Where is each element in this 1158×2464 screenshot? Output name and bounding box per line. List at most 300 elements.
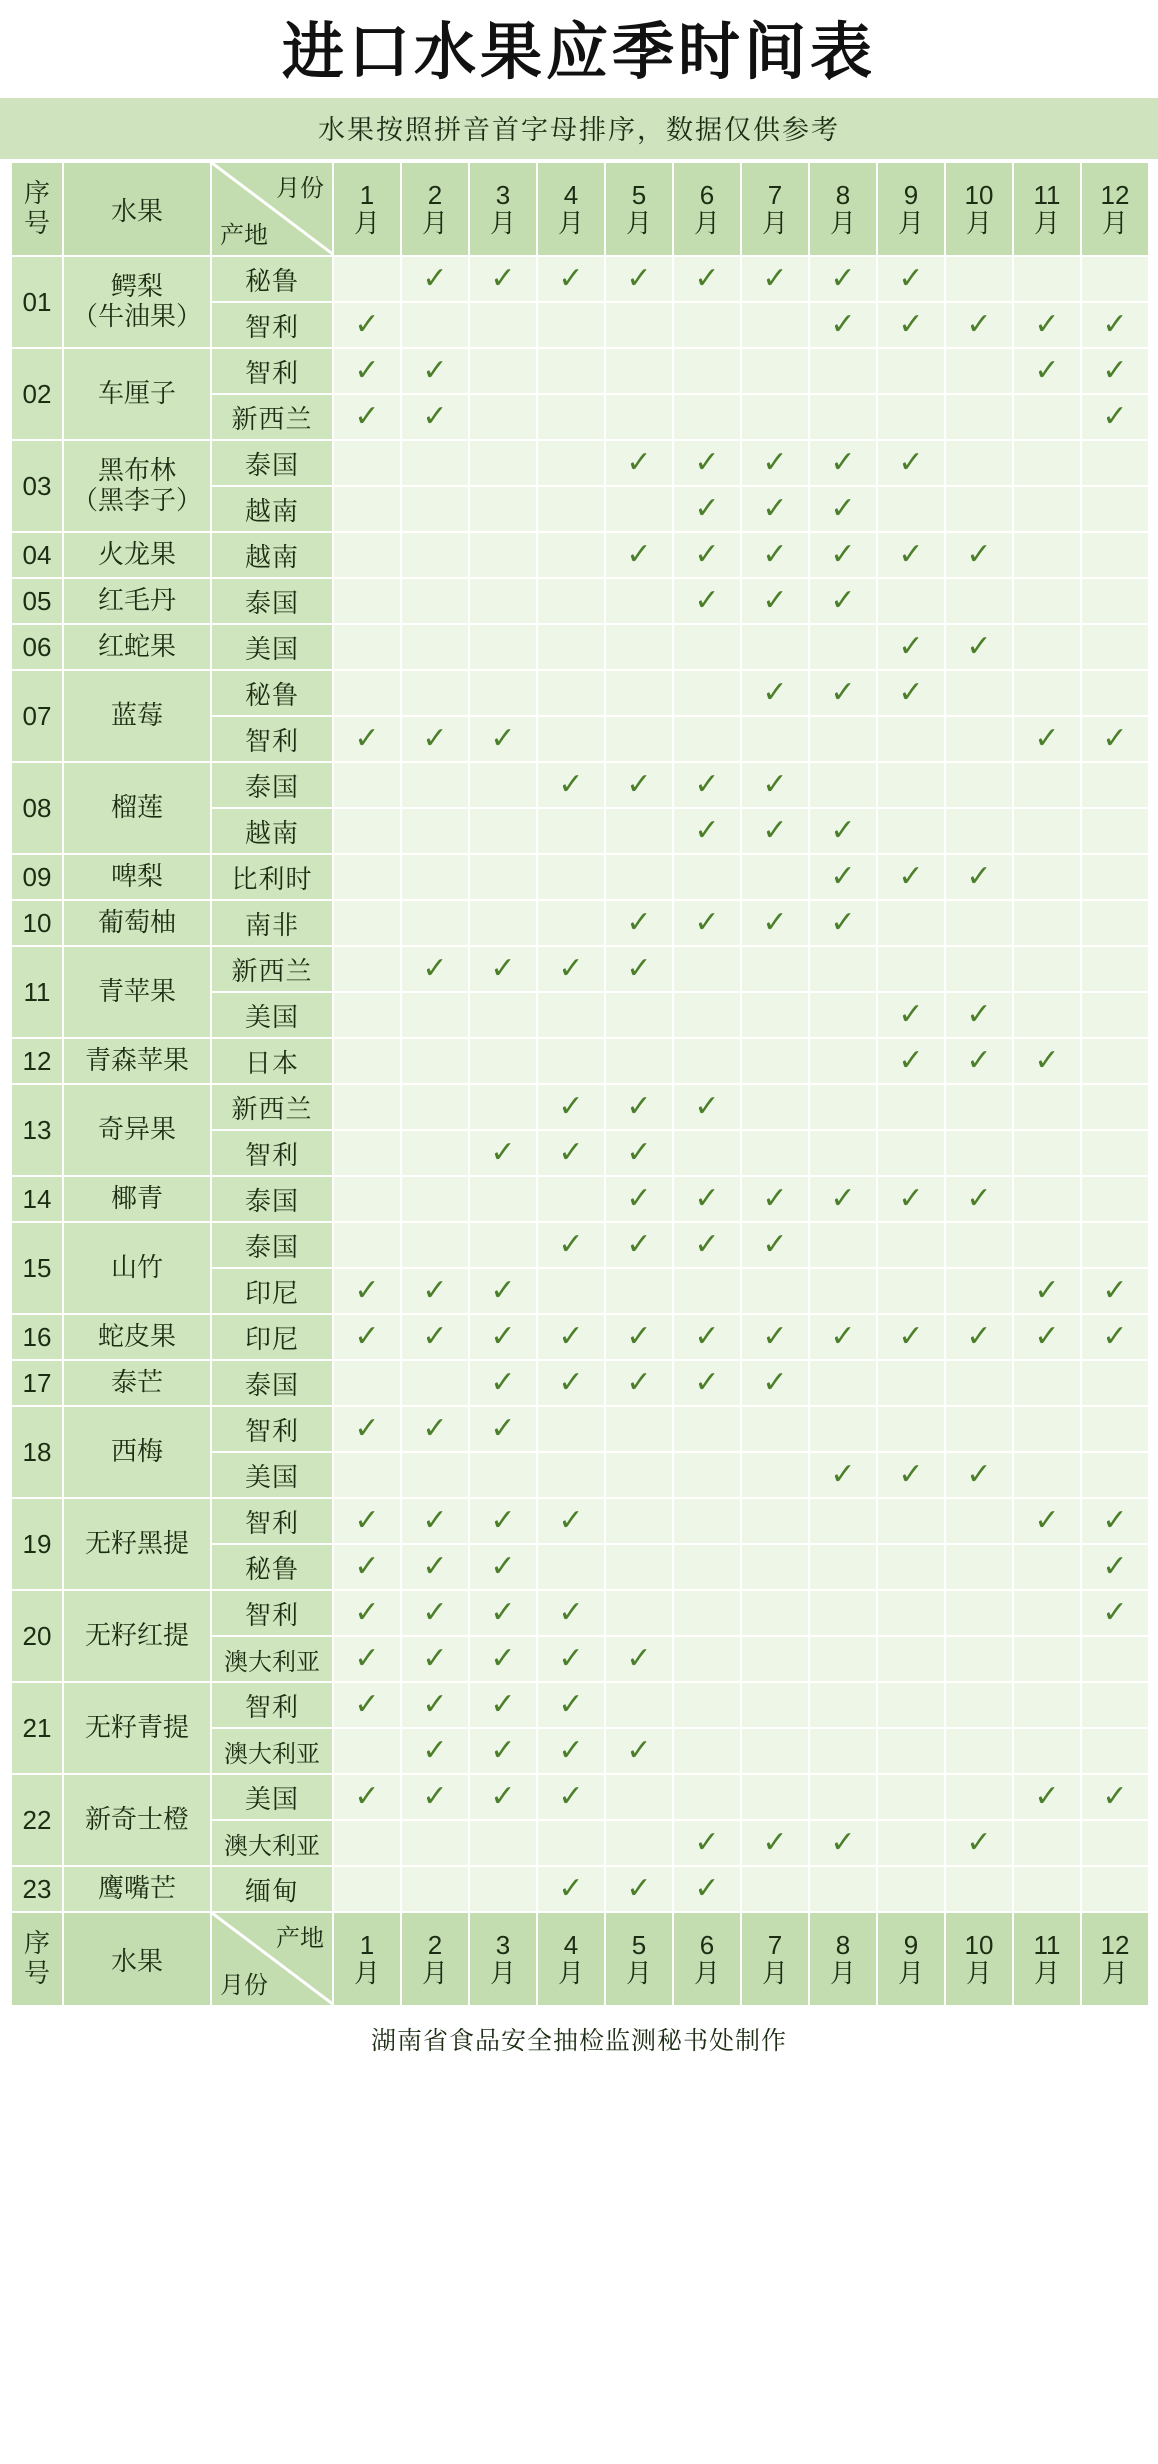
season-check-cell bbox=[1081, 1268, 1149, 1314]
season-empty-cell bbox=[1013, 808, 1081, 854]
season-empty-cell bbox=[877, 1774, 945, 1820]
season-check-cell bbox=[741, 1176, 809, 1222]
page-title: 进口水果应季时间表 bbox=[281, 15, 876, 88]
season-empty-cell bbox=[1081, 992, 1149, 1038]
season-empty-cell bbox=[809, 1038, 877, 1084]
season-check-cell bbox=[741, 762, 809, 808]
season-empty-cell bbox=[945, 256, 1013, 302]
season-empty-cell bbox=[1013, 1866, 1081, 1912]
season-empty-cell bbox=[537, 716, 605, 762]
fruit-name bbox=[63, 1176, 211, 1222]
season-empty-cell bbox=[673, 1636, 741, 1682]
season-empty-cell bbox=[945, 1222, 1013, 1268]
season-empty-cell bbox=[1081, 1038, 1149, 1084]
fruit-name bbox=[63, 532, 211, 578]
season-check-cell bbox=[537, 946, 605, 992]
season-empty-cell bbox=[605, 1268, 673, 1314]
season-empty-cell bbox=[469, 854, 537, 900]
season-empty-cell bbox=[809, 1130, 877, 1176]
origin-country: 缅甸 bbox=[211, 1866, 333, 1912]
season-check-cell bbox=[537, 1360, 605, 1406]
fruit-season-table bbox=[10, 161, 1150, 2007]
season-check-cell bbox=[877, 854, 945, 900]
season-empty-cell bbox=[1013, 1222, 1081, 1268]
season-empty-cell bbox=[1013, 1360, 1081, 1406]
season-empty-cell bbox=[333, 670, 401, 716]
row-index: 06 bbox=[11, 624, 63, 670]
season-empty-cell bbox=[1013, 1820, 1081, 1866]
season-empty-cell bbox=[741, 624, 809, 670]
season-check-cell bbox=[877, 624, 945, 670]
season-check-cell bbox=[877, 302, 945, 348]
season-check-cell bbox=[401, 1544, 469, 1590]
footer-month-6 bbox=[673, 1912, 741, 2006]
season-empty-cell bbox=[945, 1774, 1013, 1820]
season-empty-cell bbox=[945, 946, 1013, 992]
season-check-cell bbox=[401, 1682, 469, 1728]
season-empty-cell bbox=[809, 946, 877, 992]
footer-month-8 bbox=[809, 1912, 877, 2006]
season-empty-cell bbox=[945, 1084, 1013, 1130]
season-check-cell bbox=[877, 992, 945, 1038]
season-check-cell bbox=[673, 1360, 741, 1406]
month-number: 10 bbox=[964, 179, 994, 210]
season-check-cell bbox=[945, 1176, 1013, 1222]
fruit-name bbox=[63, 946, 211, 1038]
season-check-cell bbox=[537, 1222, 605, 1268]
season-empty-cell bbox=[605, 302, 673, 348]
season-empty-cell bbox=[333, 808, 401, 854]
table-row bbox=[11, 1222, 1149, 1268]
season-empty-cell bbox=[741, 1452, 809, 1498]
fruit-name bbox=[63, 1590, 211, 1682]
season-check-cell bbox=[741, 1314, 809, 1360]
month-number: 5 bbox=[631, 179, 647, 210]
season-empty-cell bbox=[877, 394, 945, 440]
season-check-cell bbox=[333, 1774, 401, 1820]
season-empty-cell bbox=[469, 624, 537, 670]
season-check-cell bbox=[537, 1866, 605, 1912]
month-number: 10 bbox=[964, 1929, 994, 1960]
season-empty-cell bbox=[673, 992, 741, 1038]
season-empty-cell bbox=[605, 578, 673, 624]
season-empty-cell bbox=[401, 532, 469, 578]
season-empty-cell bbox=[605, 808, 673, 854]
month-unit: 月 bbox=[693, 1958, 720, 1989]
season-check-cell bbox=[333, 348, 401, 394]
season-check-cell bbox=[741, 1820, 809, 1866]
header-origin-month-split bbox=[211, 162, 333, 256]
season-check-cell bbox=[809, 532, 877, 578]
season-empty-cell bbox=[1081, 1406, 1149, 1452]
season-empty-cell bbox=[401, 1452, 469, 1498]
season-empty-cell bbox=[673, 670, 741, 716]
origin-country: 澳大利亚 bbox=[211, 1728, 333, 1774]
table-row bbox=[11, 624, 1149, 670]
season-check-cell bbox=[605, 1728, 673, 1774]
month-number: 3 bbox=[495, 1929, 511, 1960]
header-month-7 bbox=[741, 162, 809, 256]
fruit-name bbox=[63, 854, 211, 900]
season-empty-cell bbox=[1081, 1360, 1149, 1406]
season-check-cell bbox=[741, 578, 809, 624]
season-empty-cell bbox=[469, 670, 537, 716]
season-empty-cell bbox=[1081, 1130, 1149, 1176]
season-empty-cell bbox=[537, 808, 605, 854]
season-check-cell bbox=[537, 1084, 605, 1130]
season-empty-cell bbox=[741, 992, 809, 1038]
table-row bbox=[11, 348, 1149, 394]
season-check-cell bbox=[1081, 394, 1149, 440]
season-empty-cell bbox=[401, 1820, 469, 1866]
season-check-cell bbox=[809, 1452, 877, 1498]
season-empty-cell bbox=[741, 1406, 809, 1452]
origin-country: 智利 bbox=[211, 348, 333, 394]
season-empty-cell bbox=[1013, 900, 1081, 946]
season-check-cell bbox=[945, 624, 1013, 670]
table-row bbox=[11, 762, 1149, 808]
fruit-name bbox=[63, 1406, 211, 1498]
season-empty-cell bbox=[741, 1544, 809, 1590]
season-empty-cell bbox=[877, 1682, 945, 1728]
season-empty-cell bbox=[605, 1682, 673, 1728]
fruit-name bbox=[63, 1222, 211, 1314]
season-empty-cell bbox=[945, 486, 1013, 532]
season-empty-cell bbox=[945, 1360, 1013, 1406]
footer-month-7 bbox=[741, 1912, 809, 2006]
season-empty-cell bbox=[809, 1774, 877, 1820]
season-empty-cell bbox=[1081, 762, 1149, 808]
season-empty-cell bbox=[741, 394, 809, 440]
season-empty-cell bbox=[673, 1038, 741, 1084]
season-check-cell bbox=[945, 1452, 1013, 1498]
origin-country: 智利 bbox=[211, 302, 333, 348]
season-check-cell bbox=[673, 532, 741, 578]
season-check-cell bbox=[333, 1682, 401, 1728]
season-empty-cell bbox=[1081, 1222, 1149, 1268]
month-number: 3 bbox=[495, 179, 511, 210]
season-empty-cell bbox=[469, 900, 537, 946]
season-empty-cell bbox=[1081, 1084, 1149, 1130]
season-check-cell bbox=[537, 1774, 605, 1820]
fruit-name bbox=[63, 762, 211, 854]
season-check-cell bbox=[469, 1544, 537, 1590]
footer-month-label: 月份 bbox=[220, 1972, 268, 2000]
fruit-name-main: 蛇皮果 bbox=[97, 1321, 176, 1352]
season-empty-cell bbox=[469, 302, 537, 348]
season-empty-cell bbox=[945, 1268, 1013, 1314]
month-unit: 月 bbox=[693, 208, 720, 239]
season-check-cell bbox=[809, 302, 877, 348]
season-empty-cell bbox=[741, 1130, 809, 1176]
season-check-cell bbox=[673, 1084, 741, 1130]
season-check-cell bbox=[673, 1314, 741, 1360]
season-check-cell bbox=[945, 302, 1013, 348]
season-check-cell bbox=[469, 256, 537, 302]
season-check-cell bbox=[809, 670, 877, 716]
fruit-name-main: 鹰嘴芒 bbox=[97, 1873, 176, 1904]
month-number: 8 bbox=[835, 1929, 851, 1960]
month-unit: 月 bbox=[353, 1958, 380, 1989]
season-check-cell bbox=[877, 440, 945, 486]
season-check-cell bbox=[605, 1084, 673, 1130]
season-empty-cell bbox=[537, 440, 605, 486]
season-check-cell bbox=[1081, 716, 1149, 762]
season-empty-cell bbox=[537, 302, 605, 348]
season-check-cell bbox=[401, 256, 469, 302]
table-row bbox=[11, 578, 1149, 624]
season-check-cell bbox=[673, 1866, 741, 1912]
origin-country: 日本 bbox=[211, 1038, 333, 1084]
season-check-cell bbox=[1081, 1774, 1149, 1820]
origin-country: 美国 bbox=[211, 1774, 333, 1820]
season-empty-cell bbox=[605, 1498, 673, 1544]
season-empty-cell bbox=[537, 1406, 605, 1452]
season-empty-cell bbox=[673, 302, 741, 348]
season-empty-cell bbox=[877, 1590, 945, 1636]
footer-note: 湖南省食品安全抽检监测秘书处制作 bbox=[370, 2027, 787, 2056]
origin-country: 智利 bbox=[211, 1682, 333, 1728]
season-empty-cell bbox=[1013, 578, 1081, 624]
season-empty-cell bbox=[877, 486, 945, 532]
footer-month-12 bbox=[1081, 1912, 1149, 2006]
footer-fruit: 水果 bbox=[63, 1912, 211, 2006]
season-empty-cell bbox=[1081, 1636, 1149, 1682]
season-empty-cell bbox=[401, 992, 469, 1038]
header-month-10 bbox=[945, 162, 1013, 256]
fruit-name-main: 葡萄柚 bbox=[97, 907, 176, 938]
season-check-cell bbox=[469, 1682, 537, 1728]
season-empty-cell bbox=[741, 854, 809, 900]
season-check-cell bbox=[809, 1176, 877, 1222]
table-row bbox=[11, 1176, 1149, 1222]
origin-country: 澳大利亚 bbox=[211, 1820, 333, 1866]
season-check-cell bbox=[1013, 1498, 1081, 1544]
season-check-cell bbox=[469, 946, 537, 992]
origin-country: 智利 bbox=[211, 1498, 333, 1544]
table-row bbox=[11, 1360, 1149, 1406]
season-empty-cell bbox=[1013, 854, 1081, 900]
fruit-name bbox=[63, 440, 211, 532]
season-empty-cell bbox=[673, 1544, 741, 1590]
season-empty-cell bbox=[333, 440, 401, 486]
season-empty-cell bbox=[401, 808, 469, 854]
season-empty-cell bbox=[401, 1176, 469, 1222]
month-unit: 月 bbox=[897, 208, 924, 239]
season-empty-cell bbox=[1081, 256, 1149, 302]
fruit-name-main: 车厘子 bbox=[97, 378, 176, 409]
season-check-cell bbox=[401, 394, 469, 440]
season-check-cell bbox=[401, 1314, 469, 1360]
season-empty-cell bbox=[673, 946, 741, 992]
month-unit: 月 bbox=[1033, 1958, 1060, 1989]
season-empty-cell bbox=[401, 1222, 469, 1268]
season-empty-cell bbox=[673, 1590, 741, 1636]
fruit-name bbox=[63, 348, 211, 440]
season-check-cell bbox=[333, 716, 401, 762]
season-empty-cell bbox=[537, 1038, 605, 1084]
fruit-name-main: 新奇士橙 bbox=[84, 1804, 189, 1835]
month-number: 4 bbox=[563, 1929, 579, 1960]
row-index: 17 bbox=[11, 1360, 63, 1406]
season-empty-cell bbox=[877, 1406, 945, 1452]
season-empty-cell bbox=[333, 1360, 401, 1406]
season-check-cell bbox=[809, 808, 877, 854]
row-index: 04 bbox=[11, 532, 63, 578]
fruit-name bbox=[63, 670, 211, 762]
month-unit: 月 bbox=[489, 208, 516, 239]
season-empty-cell bbox=[537, 670, 605, 716]
season-empty-cell bbox=[673, 1498, 741, 1544]
season-empty-cell bbox=[741, 1268, 809, 1314]
season-check-cell bbox=[605, 256, 673, 302]
season-empty-cell bbox=[1013, 670, 1081, 716]
origin-country: 泰国 bbox=[211, 578, 333, 624]
month-unit: 月 bbox=[761, 1958, 788, 1989]
row-index: 02 bbox=[11, 348, 63, 440]
season-check-cell bbox=[401, 946, 469, 992]
season-check-cell bbox=[741, 900, 809, 946]
month-number: 11 bbox=[1033, 1929, 1061, 1960]
season-empty-cell bbox=[741, 1498, 809, 1544]
footer-month-5 bbox=[605, 1912, 673, 2006]
table-row bbox=[11, 440, 1149, 486]
season-empty-cell bbox=[605, 1544, 673, 1590]
table-row bbox=[11, 854, 1149, 900]
subtitle-bar: 水果按照拼音首字母排序，数据仅供参考 bbox=[0, 96, 1158, 161]
header-month-4 bbox=[537, 162, 605, 256]
footer-month-3 bbox=[469, 1912, 537, 2006]
origin-country: 泰国 bbox=[211, 440, 333, 486]
season-check-cell bbox=[877, 256, 945, 302]
row-index: 21 bbox=[11, 1682, 63, 1774]
row-index: 11 bbox=[11, 946, 63, 1038]
fruit-name-main: 泰芒 bbox=[110, 1367, 163, 1398]
season-empty-cell bbox=[1013, 1682, 1081, 1728]
season-empty-cell bbox=[605, 1820, 673, 1866]
month-unit: 月 bbox=[965, 208, 992, 239]
origin-country: 南非 bbox=[211, 900, 333, 946]
month-unit: 月 bbox=[557, 208, 584, 239]
season-check-cell bbox=[1013, 1774, 1081, 1820]
season-empty-cell bbox=[741, 1682, 809, 1728]
table-row bbox=[11, 1084, 1149, 1130]
season-empty-cell bbox=[333, 1130, 401, 1176]
month-number: 1 bbox=[359, 179, 375, 210]
table-row bbox=[11, 1774, 1149, 1820]
season-check-cell bbox=[537, 1636, 605, 1682]
season-empty-cell bbox=[945, 348, 1013, 394]
season-empty-cell bbox=[673, 1452, 741, 1498]
season-empty-cell bbox=[1013, 486, 1081, 532]
header-month-8 bbox=[809, 162, 877, 256]
season-empty-cell bbox=[537, 1176, 605, 1222]
season-check-cell bbox=[605, 1176, 673, 1222]
season-check-cell bbox=[333, 1268, 401, 1314]
header-month-6 bbox=[673, 162, 741, 256]
season-check-cell bbox=[537, 1728, 605, 1774]
season-empty-cell bbox=[945, 578, 1013, 624]
season-empty-cell bbox=[809, 992, 877, 1038]
season-empty-cell bbox=[537, 348, 605, 394]
season-empty-cell bbox=[401, 440, 469, 486]
season-empty-cell bbox=[1013, 1544, 1081, 1590]
origin-country: 美国 bbox=[211, 992, 333, 1038]
season-empty-cell bbox=[401, 900, 469, 946]
fruit-name bbox=[63, 1360, 211, 1406]
season-check-cell bbox=[741, 256, 809, 302]
season-check-cell bbox=[741, 670, 809, 716]
fruit-name bbox=[63, 578, 211, 624]
row-index: 03 bbox=[11, 440, 63, 532]
season-empty-cell bbox=[605, 1590, 673, 1636]
origin-country: 新西兰 bbox=[211, 1084, 333, 1130]
season-empty-cell bbox=[945, 1544, 1013, 1590]
season-empty-cell bbox=[401, 578, 469, 624]
season-empty-cell bbox=[605, 670, 673, 716]
season-check-cell bbox=[1013, 1038, 1081, 1084]
row-index: 13 bbox=[11, 1084, 63, 1176]
fruit-name bbox=[63, 1774, 211, 1866]
season-empty-cell bbox=[809, 348, 877, 394]
season-check-cell bbox=[469, 716, 537, 762]
season-empty-cell bbox=[809, 1498, 877, 1544]
fruit-name bbox=[63, 1084, 211, 1176]
season-empty-cell bbox=[333, 1820, 401, 1866]
season-empty-cell bbox=[605, 394, 673, 440]
month-number: 11 bbox=[1033, 179, 1061, 210]
month-number: 6 bbox=[699, 1929, 715, 1960]
season-empty-cell bbox=[945, 762, 1013, 808]
origin-country: 秘鲁 bbox=[211, 256, 333, 302]
season-empty-cell bbox=[877, 1820, 945, 1866]
season-empty-cell bbox=[1013, 1636, 1081, 1682]
row-index: 01 bbox=[11, 256, 63, 348]
season-check-cell bbox=[605, 440, 673, 486]
season-empty-cell bbox=[673, 624, 741, 670]
row-index: 12 bbox=[11, 1038, 63, 1084]
origin-country: 越南 bbox=[211, 532, 333, 578]
footer-month-2 bbox=[401, 1912, 469, 2006]
row-index: 23 bbox=[11, 1866, 63, 1912]
season-empty-cell bbox=[809, 1360, 877, 1406]
fruit-name-main: 青森苹果 bbox=[84, 1045, 189, 1076]
season-empty-cell bbox=[741, 1774, 809, 1820]
season-empty-cell bbox=[673, 1774, 741, 1820]
origin-country: 智利 bbox=[211, 1590, 333, 1636]
season-check-cell bbox=[945, 992, 1013, 1038]
origin-country: 印尼 bbox=[211, 1268, 333, 1314]
season-empty-cell bbox=[333, 578, 401, 624]
season-empty-cell bbox=[605, 854, 673, 900]
season-empty-cell bbox=[1013, 946, 1081, 992]
season-empty-cell bbox=[809, 716, 877, 762]
row-index: 16 bbox=[11, 1314, 63, 1360]
season-check-cell bbox=[469, 1636, 537, 1682]
season-empty-cell bbox=[741, 348, 809, 394]
season-empty-cell bbox=[333, 532, 401, 578]
season-check-cell bbox=[741, 1360, 809, 1406]
season-empty-cell bbox=[945, 1636, 1013, 1682]
season-empty-cell bbox=[809, 1222, 877, 1268]
season-empty-cell bbox=[333, 1452, 401, 1498]
row-index: 05 bbox=[11, 578, 63, 624]
season-empty-cell bbox=[333, 762, 401, 808]
row-index: 08 bbox=[11, 762, 63, 854]
season-check-cell bbox=[401, 1406, 469, 1452]
fruit-name-main: 青苹果 bbox=[97, 976, 176, 1007]
season-check-cell bbox=[401, 1636, 469, 1682]
